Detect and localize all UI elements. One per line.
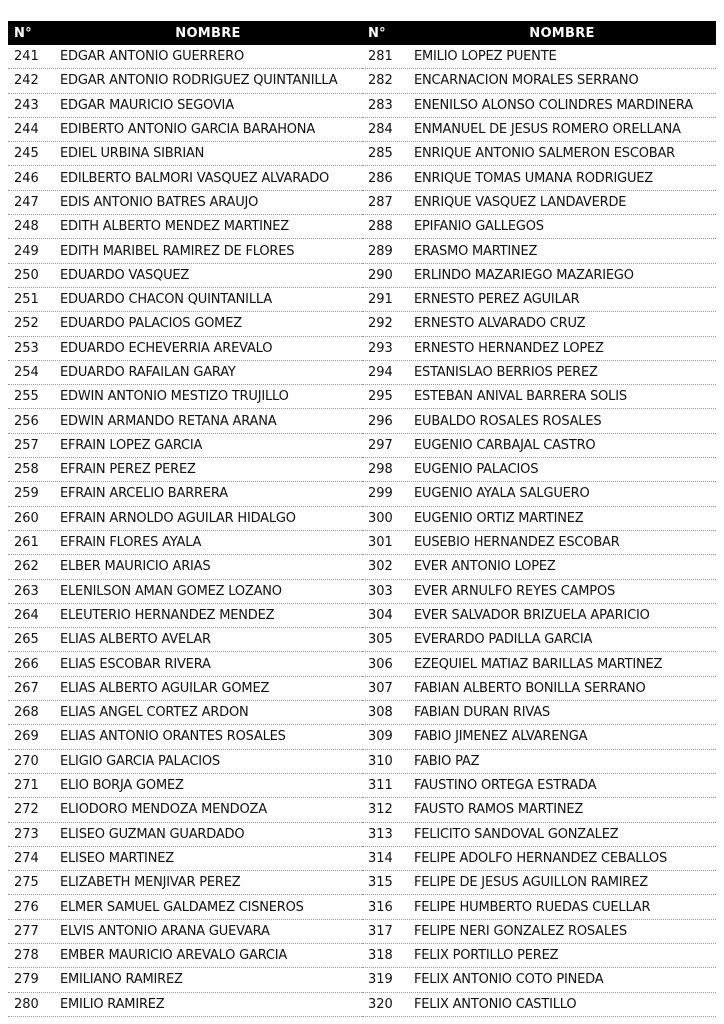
row-number: 290	[368, 267, 393, 283]
row-number: 274	[14, 850, 39, 866]
row-number: 273	[14, 826, 39, 842]
table-row	[362, 288, 716, 312]
row-number: 278	[14, 948, 39, 964]
row-number: 284	[368, 122, 393, 138]
table-row	[362, 798, 716, 822]
row-number: 258	[14, 462, 39, 478]
row-name: ERNESTO HERNANDEZ LOPEZ	[414, 340, 604, 356]
row-name: EDUARDO RAFAILAN GARAY	[60, 365, 236, 380]
table-row	[8, 94, 362, 118]
row-number: 295	[368, 389, 393, 405]
row-name: ELMER SAMUEL GALDAMEZ CISNEROS	[60, 899, 304, 915]
table-row	[362, 45, 716, 69]
row-name: EZEQUIEL MATIAZ BARILLAS MARTINEZ	[414, 656, 663, 672]
row-number: 298	[368, 462, 393, 478]
row-name: FELIPE DE JESUS AGUILLON RAMIREZ	[414, 875, 648, 891]
row-name: EDUARDO PALACIOS GOMEZ	[60, 316, 242, 332]
row-name: ESTEBAN ANIVAL BARRERA SOLIS	[414, 389, 627, 405]
table-row	[362, 458, 716, 482]
row-name: EMILIO LOPEZ PUENTE	[414, 49, 557, 65]
row-name: EMILIO RAMIREZ	[60, 996, 165, 1012]
table-row	[362, 434, 716, 458]
row-name: ELENILSON AMAN GOMEZ LOZANO	[60, 583, 282, 599]
header-name-right: NOMBRE	[529, 25, 595, 41]
table-row	[8, 944, 362, 968]
table-row	[362, 968, 716, 992]
table-row	[8, 507, 362, 531]
table-row	[362, 409, 716, 433]
row-name: EDGAR ANTONIO GUERRERO	[60, 49, 245, 65]
row-name: EDUARDO ECHEVERRIA AREVALO	[60, 340, 273, 356]
table-row	[8, 434, 362, 458]
row-name: EUGENIO ORTIZ MARTINEZ	[414, 510, 584, 526]
table-row	[362, 191, 716, 215]
table-row	[362, 895, 716, 919]
table-row	[362, 215, 716, 239]
row-name: FELIPE NERI GONZALEZ ROSALES	[414, 923, 627, 939]
row-number: 271	[14, 778, 39, 794]
table-row	[8, 118, 362, 142]
row-number: 300	[368, 510, 393, 526]
row-name: ELISEO MARTINEZ	[60, 850, 174, 866]
table-row	[8, 409, 362, 433]
table-row	[8, 142, 362, 166]
row-name: ERLINDO MAZARIEGO MAZARIEGO	[414, 267, 634, 283]
row-name: EUSEBIO HERNANDEZ ESCOBAR	[414, 535, 620, 551]
row-name: EDWIN ANTONIO MESTIZO TRUJILLO	[60, 389, 289, 405]
row-name: EPIFANIO GALLEGOS	[414, 219, 544, 235]
row-number: 272	[14, 802, 39, 818]
row-number: 275	[14, 875, 39, 891]
row-name: ENRIQUE ANTONIO SALMERON ESCOBAR	[414, 146, 676, 162]
row-name: ENMANUEL DE JESUS ROMERO ORELLANA	[414, 122, 681, 138]
row-number: 282	[368, 73, 393, 89]
row-name: ELIZABETH MENJIVAR PEREZ	[60, 875, 241, 891]
table-row	[8, 774, 362, 798]
row-name: FELIX ANTONIO CASTILLO	[414, 996, 577, 1012]
row-name: EDIEL URBINA SIBRIAN	[60, 146, 205, 162]
row-number: 304	[368, 607, 393, 623]
row-name: EDWIN ARMANDO RETANA ARANA	[60, 413, 277, 429]
row-number: 294	[368, 365, 393, 380]
table-row	[362, 142, 716, 166]
table-row	[8, 45, 362, 69]
header-num-right: N°	[368, 25, 386, 41]
table-body	[8, 45, 716, 1017]
row-name: ELIAS ANTONIO ORANTES ROSALES	[60, 729, 286, 745]
table-row	[362, 944, 716, 968]
row-number: 241	[14, 49, 39, 65]
row-name: ERASMO MARTINEZ	[414, 243, 538, 259]
row-number: 268	[14, 705, 39, 721]
row-number: 288	[368, 219, 393, 235]
row-name: EDITH ALBERTO MENDEZ MARTINEZ	[60, 219, 289, 235]
row-number: 315	[368, 875, 393, 891]
row-number: 299	[368, 486, 393, 502]
row-name: ERNESTO PEREZ AGUILAR	[414, 292, 580, 308]
row-name: FELIX PORTILLO PEREZ	[414, 948, 559, 964]
table-row	[362, 725, 716, 749]
table-row	[8, 847, 362, 871]
row-name: EFRAIN ARCELIO BARRERA	[60, 486, 228, 502]
table-row	[362, 118, 716, 142]
row-name: EVERARDO PADILLA GARCIA	[414, 632, 593, 648]
row-name: EFRAIN PEREZ PEREZ	[60, 462, 196, 478]
table-row	[8, 555, 362, 579]
row-number: 270	[14, 753, 39, 769]
table-row	[362, 701, 716, 725]
row-number: 251	[14, 292, 39, 308]
row-name: ENCARNACION MORALES SERRANO	[414, 73, 639, 89]
row-name: FABIO PAZ	[414, 753, 480, 769]
row-name: ERNESTO ALVARADO CRUZ	[414, 316, 586, 332]
row-name: EFRAIN FLORES AYALA	[60, 535, 202, 551]
right-column	[362, 45, 716, 1017]
row-number: 319	[368, 972, 393, 988]
table-row	[8, 191, 362, 215]
table-row	[8, 871, 362, 895]
row-number: 302	[368, 559, 393, 575]
row-number: 254	[14, 365, 39, 380]
table-row	[8, 385, 362, 409]
row-number: 252	[14, 316, 39, 332]
row-name: ELIAS ANGEL CORTEZ ARDON	[60, 705, 249, 721]
row-number: 280	[14, 996, 39, 1012]
table-header	[8, 21, 716, 45]
row-number: 245	[14, 146, 39, 162]
left-column	[8, 45, 362, 1017]
row-name: EUGENIO CARBAJAL CASTRO	[414, 437, 596, 453]
table-row	[8, 337, 362, 361]
row-name: ENENILSO ALONSO COLINDRES MARDINERA	[414, 97, 693, 113]
row-number: 253	[14, 340, 39, 356]
row-name: EDGAR ANTONIO RODRIGUEZ QUINTANILLA	[60, 73, 338, 89]
row-name: ELIODORO MENDOZA MENDOZA	[60, 802, 267, 818]
row-number: 317	[368, 923, 393, 939]
row-name: FELIPE ADOLFO HERNANDEZ CEBALLOS	[414, 850, 668, 866]
name-list-page	[8, 21, 716, 1017]
row-name: EVER ARNULFO REYES CAMPOS	[414, 583, 616, 599]
row-number: 246	[14, 170, 39, 186]
row-number: 291	[368, 292, 393, 308]
row-number: 243	[14, 97, 39, 113]
row-number: 301	[368, 535, 393, 551]
row-number: 265	[14, 632, 39, 648]
row-number: 249	[14, 243, 39, 259]
table-row	[362, 361, 716, 385]
row-number: 266	[14, 656, 39, 672]
row-number: 279	[14, 972, 39, 988]
table-row	[362, 750, 716, 774]
row-number: 303	[368, 583, 393, 599]
row-number: 269	[14, 729, 39, 745]
row-name: EVER ANTONIO LOPEZ	[414, 559, 556, 575]
row-name: ELIAS ESCOBAR RIVERA	[60, 656, 211, 672]
table-row	[8, 920, 362, 944]
row-number: 287	[368, 194, 393, 210]
row-number: 312	[368, 802, 393, 818]
row-name: ELISEO GUZMAN GUARDADO	[60, 826, 245, 842]
row-name: EDGAR MAURICIO SEGOVIA	[60, 97, 234, 113]
row-name: EVER SALVADOR BRIZUELA APARICIO	[414, 607, 650, 623]
table-row	[362, 264, 716, 288]
row-name: FAUSTO RAMOS MARTINEZ	[414, 802, 584, 818]
table-row	[362, 652, 716, 676]
row-name: ELIGIO GARCIA PALACIOS	[60, 753, 220, 769]
row-name: FABIAN DURAN RIVAS	[414, 705, 550, 721]
row-number: 257	[14, 437, 39, 453]
row-name: EUGENIO AYALA SALGUERO	[414, 486, 590, 502]
row-number: 247	[14, 194, 39, 210]
row-name: EMILIANO RAMIREZ	[60, 972, 183, 988]
row-number: 276	[14, 899, 39, 915]
table-row	[8, 288, 362, 312]
table-row	[8, 725, 362, 749]
row-name: EDITH MARIBEL RAMIREZ DE FLORES	[60, 243, 295, 259]
table-row	[8, 701, 362, 725]
row-name: EDUARDO VASQUEZ	[60, 267, 190, 283]
row-number: 320	[368, 996, 393, 1012]
table-row	[362, 604, 716, 628]
table-row	[8, 628, 362, 652]
table-row	[8, 968, 362, 992]
row-number: 308	[368, 705, 393, 721]
row-number: 261	[14, 535, 39, 551]
table-row	[8, 166, 362, 190]
table-row	[362, 69, 716, 93]
row-number: 314	[368, 850, 393, 866]
table-row	[362, 94, 716, 118]
row-name: EDUARDO CHACON QUINTANILLA	[60, 292, 272, 308]
row-name: EMBER MAURICIO AREVALO GARCIA	[60, 948, 288, 964]
row-number: 297	[368, 437, 393, 453]
table-row	[362, 312, 716, 336]
table-row	[362, 166, 716, 190]
row-name: ENRIQUE VASQUEZ LANDAVERDE	[414, 194, 627, 210]
table-row	[362, 580, 716, 604]
row-number: 259	[14, 486, 39, 502]
table-row	[362, 482, 716, 506]
row-number: 260	[14, 510, 39, 526]
row-number: 313	[368, 826, 393, 842]
table-row	[8, 993, 362, 1017]
table-row	[362, 337, 716, 361]
row-number: 307	[368, 680, 393, 696]
table-row	[8, 69, 362, 93]
row-number: 283	[368, 97, 393, 113]
table-row	[8, 239, 362, 263]
row-number: 311	[368, 778, 393, 794]
row-name: EDIBERTO ANTONIO GARCIA BARAHONA	[60, 122, 316, 138]
row-number: 318	[368, 948, 393, 964]
row-number: 306	[368, 656, 393, 672]
table-row	[362, 920, 716, 944]
row-number: 250	[14, 267, 39, 283]
row-name: EFRAIN ARNOLDO AGUILAR HIDALGO	[60, 510, 296, 526]
table-row	[8, 458, 362, 482]
table-row	[8, 895, 362, 919]
row-number: 293	[368, 340, 393, 356]
row-name: ELBER MAURICIO ARIAS	[60, 559, 211, 575]
row-name: EUGENIO PALACIOS	[414, 462, 539, 478]
row-name: FELIPE HUMBERTO RUEDAS CUELLAR	[414, 899, 651, 915]
row-number: 292	[368, 316, 393, 332]
table-row	[362, 774, 716, 798]
row-number: 281	[368, 49, 393, 65]
table-row	[8, 798, 362, 822]
table-row	[362, 847, 716, 871]
row-name: ELIO BORJA GOMEZ	[60, 778, 184, 794]
row-name: ELIAS ALBERTO AGUILAR GOMEZ	[60, 680, 270, 696]
table-row	[8, 580, 362, 604]
row-number: 262	[14, 559, 39, 575]
row-number: 244	[14, 122, 39, 138]
table-row	[8, 677, 362, 701]
table-row	[362, 628, 716, 652]
row-name: EDIS ANTONIO BATRES ARAUJO	[60, 194, 259, 210]
row-name: FELIX ANTONIO COTO PINEDA	[414, 972, 604, 988]
row-name: FELICITO SANDOVAL GONZALEZ	[414, 826, 619, 842]
row-number: 255	[14, 389, 39, 405]
table-row	[8, 482, 362, 506]
row-number: 309	[368, 729, 393, 745]
row-number: 289	[368, 243, 393, 259]
table-row	[362, 993, 716, 1017]
row-name: ENRIQUE TOMAS UMAÑA RODRIGUEZ	[414, 170, 653, 186]
row-name: EUBALDO ROSALES ROSALES	[414, 413, 602, 429]
row-number: 296	[368, 413, 393, 429]
table-row	[8, 264, 362, 288]
row-name: ELIAS ALBERTO AVELAR	[60, 632, 211, 648]
row-number: 285	[368, 146, 393, 162]
row-name: ESTANISLAO BERRIOS PEREZ	[414, 365, 598, 380]
table-row	[362, 823, 716, 847]
row-number: 286	[368, 170, 393, 186]
header-name-left: NOMBRE	[175, 25, 241, 41]
table-row	[362, 507, 716, 531]
header-num-left: N°	[14, 25, 32, 41]
table-row	[362, 871, 716, 895]
row-name: FABIAN ALBERTO BONILLA SERRANO	[414, 680, 646, 696]
table-row	[362, 677, 716, 701]
table-row	[8, 312, 362, 336]
row-number: 316	[368, 899, 393, 915]
table-row	[362, 531, 716, 555]
row-number: 264	[14, 607, 39, 623]
table-row	[8, 750, 362, 774]
row-name: FAUSTINO ORTEGA ESTRADA	[414, 778, 597, 794]
table-row	[8, 531, 362, 555]
row-number: 242	[14, 73, 39, 89]
table-row	[362, 239, 716, 263]
row-name: ELVIS ANTONIO ARANA GUEVARA	[60, 923, 270, 939]
row-number: 305	[368, 632, 393, 648]
table-row	[362, 555, 716, 579]
row-name: EDILBERTO BALMORI VASQUEZ ALVARADO	[60, 170, 330, 186]
row-number: 263	[14, 583, 39, 599]
table-row	[8, 215, 362, 239]
row-number: 267	[14, 680, 39, 696]
row-number: 277	[14, 923, 39, 939]
row-number: 248	[14, 219, 39, 235]
row-name: ELEUTERIO HERNANDEZ MENDEZ	[60, 607, 275, 623]
table-row	[8, 361, 362, 385]
row-name: FABIO JIMENEZ ALVARENGA	[414, 729, 588, 745]
table-row	[362, 385, 716, 409]
row-name: EFRAIN LOPEZ GARCIA	[60, 437, 203, 453]
table-row	[8, 604, 362, 628]
row-number: 256	[14, 413, 39, 429]
table-row	[8, 652, 362, 676]
row-number: 310	[368, 753, 393, 769]
table-row	[8, 823, 362, 847]
